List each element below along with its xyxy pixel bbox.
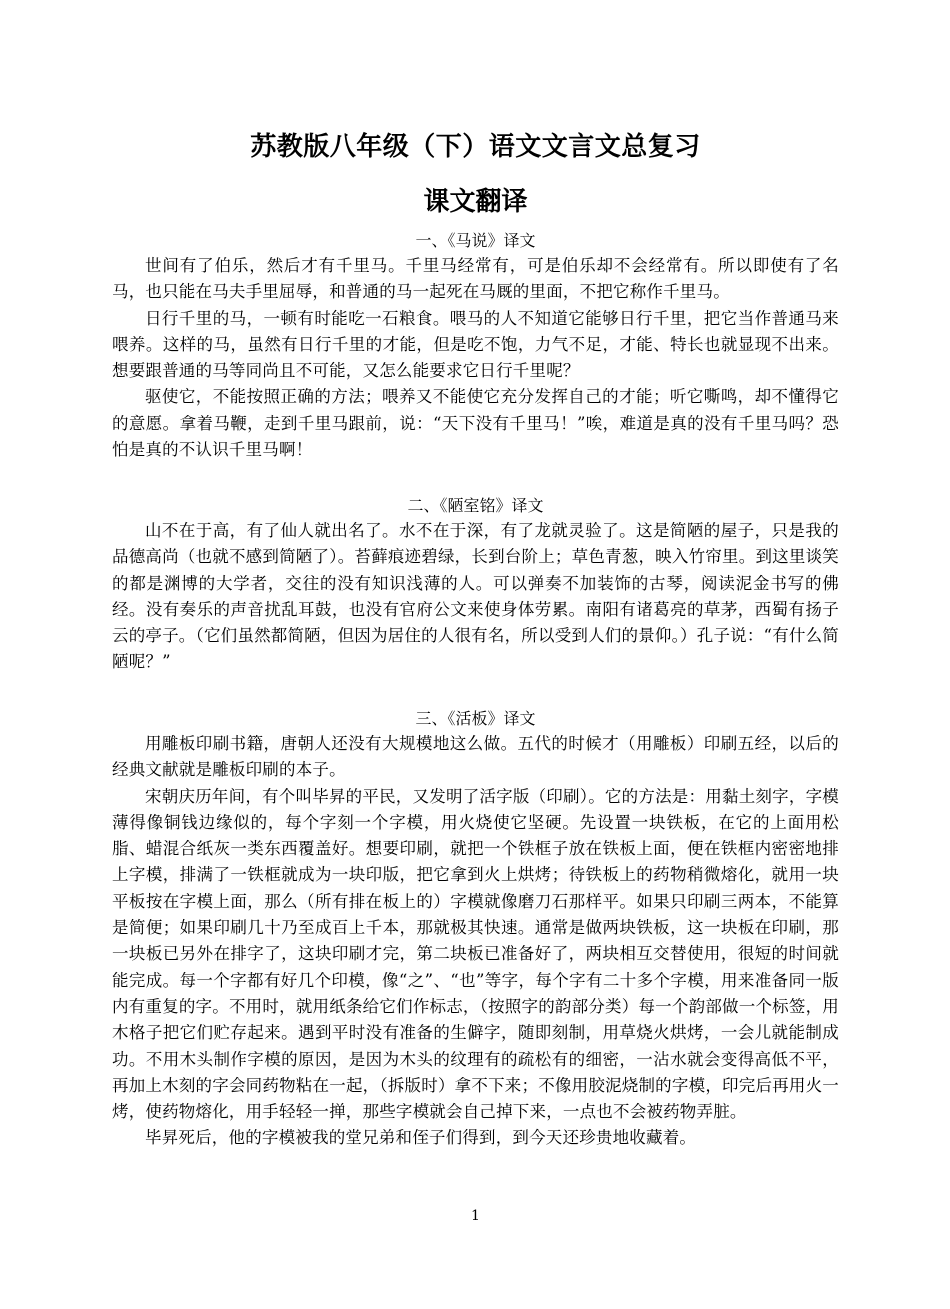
paragraph: 世间有了伯乐，然后才有千里马。千里马经常有，可是伯乐却不会经常有。所以即使有了名马，也只能在马夫手里屈辱，和普通的马一起死在马厩的里面，不把它称作千里马。: [112, 256, 839, 302]
section-huo-ban: [112, 707, 839, 1152]
paragraph: 宋朝庆历年间，有个叫毕昇的平民，又发明了活字版（印刷）。它的方法是：用黏土刻字，字模薄得像铜钱边缘似的，每个字刻一个字模，用火烧使它坚硬。先设置一块铁板，在它的上面用松脂、蜡混合纸灰一类东西覆盖好。想要印刷，就把一个铁框子放在铁板上面，便在铁框内密密地排上字模，排满了一铁框就成为一块印版，把它拿到火上烘烤；待铁板上的药物稍微熔化，就用一块平板按在字模上面，那么（所有排在板上的）字模就像磨刀石那样平。如果只印刷三两本，不能算是简便；如果印刷几十乃至成百上千本，那就极其快速。通常是做两块铁板，这一块板在印刷，那一块板已另外在排字了，这块印刷才完，第二块板已准备好了，两块相互交替使用，很短的时间就能完成。每一个字都有好几个印模，像“之”、“也”等字，每个字有二十多个字模，用来准备同一版内有重复的字。不用时，就用纸条给它们作标志，（按照字的韵部分类）每一个韵部做一个标签，用木格子把它们贮存起来。遇到平时没有准备的生僻字，随即刻制，用草烧火烘烤，一会儿就能制成功。不用木头制作字模的原因，是因为木头的纹理有的疏松有的细密，一沾水就会变得高低不平，再加上木刻的字会同药物粘在一起，（拆版时）拿不下来；不像用胶泥烧制的字模，印完后再用火一烤，使药物熔化，用手轻轻一掸，那些字模就会自己掉下来，一点也不会被药物弄脏。: [112, 786, 839, 1122]
document-subtitle: 课文翻译: [423, 187, 528, 217]
section-lou-shi-ming: [112, 494, 839, 676]
document-title: 苏教版八年级（下）语文文言文总复习: [250, 132, 701, 162]
paragraph: 日行千里的马，一顿有时能吃一石粮食。喂马的人不知道它能够日行千里，把它当作普通马来喂养。这样的马，虽然有日行千里的才能，但是吃不饱，力气不足，才能、特长也就显现不出来。想要跟普通的马等同尚且不可能，又怎么能要求它日行千里呢？: [112, 308, 839, 381]
paragraph: 驱使它，不能按照正确的方法；喂养又不能使它充分发挥自己的才能；听它嘶鸣，却不懂得它的意愿。拿着马鞭，走到千里马跟前，说：“天下没有千里马！”唉，难道是真的没有千里马吗？恐怕是真的不认识千里马啊！: [112, 387, 839, 460]
paragraph: 用雕板印刷书籍，唐朝人还没有大规模地这么做。五代的时候才（用雕板）印刷五经，以后的经典文献就是雕板印刷的本子。: [112, 734, 839, 780]
paragraph: 毕昇死后，他的字模被我的堂兄弟和侄子们得到，到今天还珍贵地收藏着。: [145, 1128, 697, 1148]
section-ma-shuo: [112, 229, 839, 463]
section-heading: 三、《活板》译文: [415, 709, 536, 728]
paragraph: 山不在于高，有了仙人就出名了。水不在于深，有了龙就灵验了。这是简陋的屋子，只是我的品德高尚（也就不感到简陋了）。苔藓痕迹碧绿，长到台阶上；草色青葱，映入竹帘里。到这里谈笑的都是渊博的大学者，交往的没有知识浅薄的人。可以弹奏不加装饰的古琴，阅读泥金书写的佛经。没有奏乐的声音扰乱耳鼓，也没有官府公文来使身体劳累。南阳有诸葛亮的草茅，西蜀有扬子云的亭子。（它们虽然都简陋，但因为居住的人很有名，所以受到人们的景仰。）孔子说：“有什么简陋呢？”: [112, 521, 839, 672]
section-heading: 一、《马说》译文: [415, 231, 536, 250]
section-heading: 二、《陋室铭》译文: [407, 496, 544, 515]
page-number: 1: [471, 1208, 480, 1224]
